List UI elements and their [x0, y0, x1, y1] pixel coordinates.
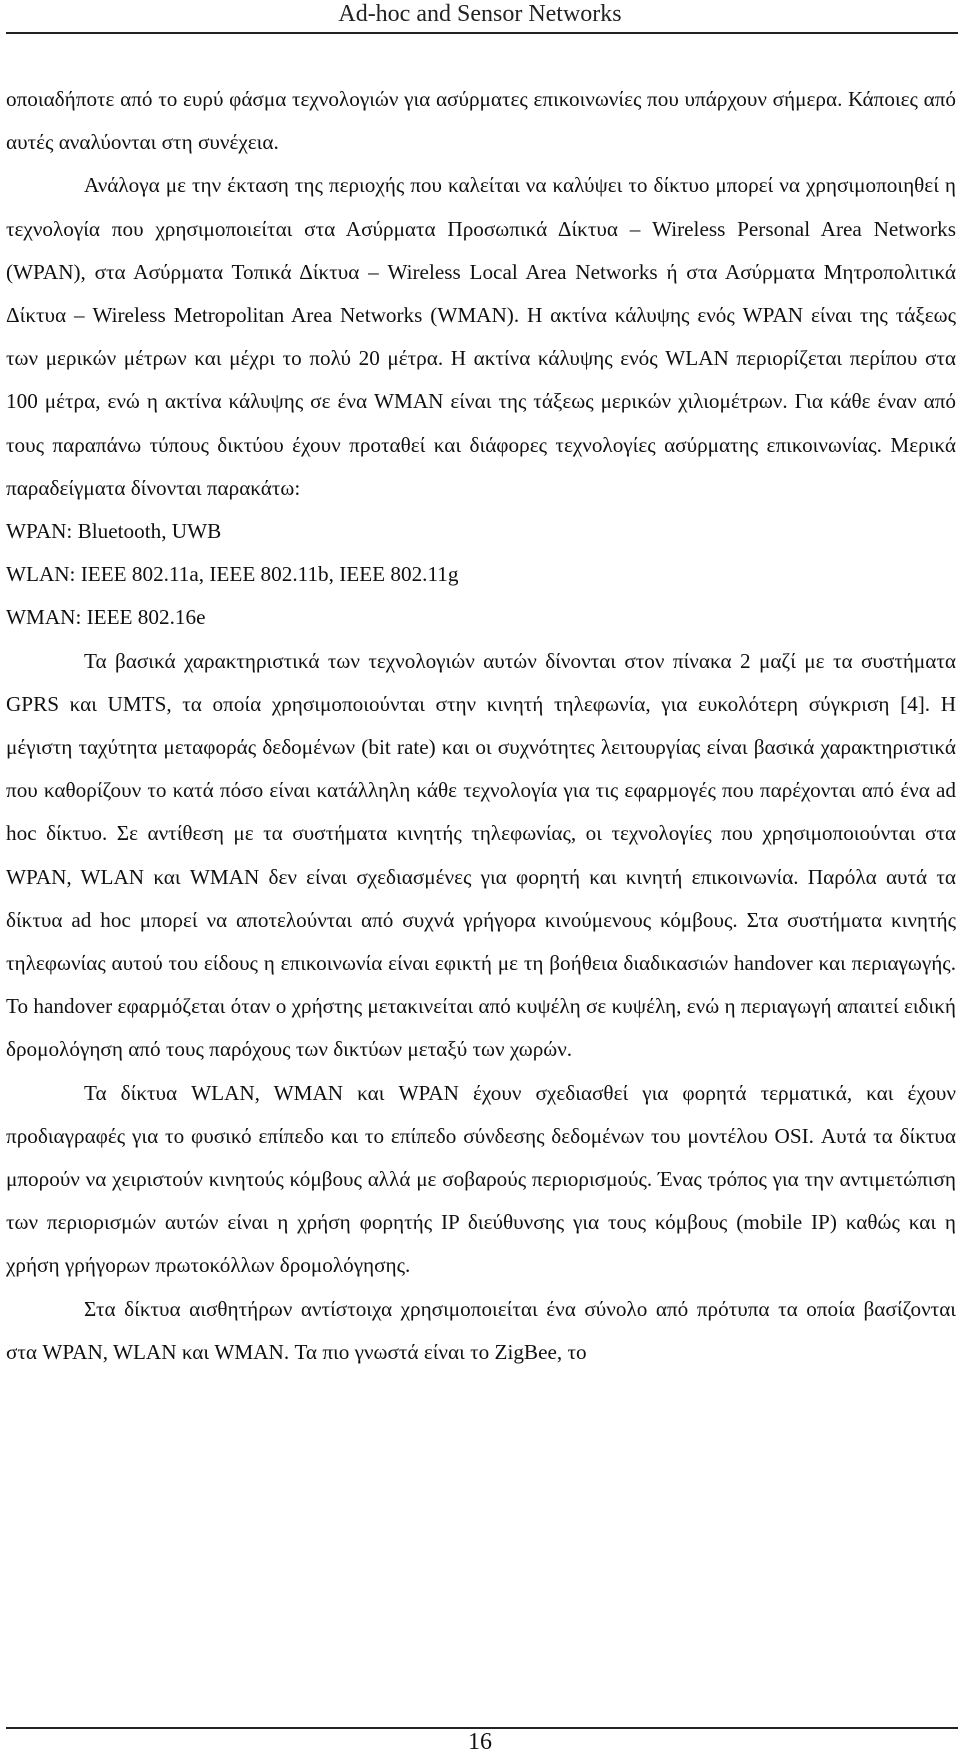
- paragraph-continuation: οποιαδήποτε από το ευρύ φάσμα τεχνολογιών για ασύρματες επικοινωνίες που υπάρχουν σήμερα. Κάποιες από αυτές αναλύονται στη συνέχεια.: [6, 87, 956, 155]
- running-header-title: Ad-hoc and Sensor Networks: [338, 1, 622, 27]
- list-item-wman: WMAN: IEEE 802.16e: [6, 605, 206, 630]
- paragraph-sensor-networks: Στα δίκτυα αισθητήρων αντίστοιχα χρησιμοποιείται ένα σύνολο από πρότυπα τα οποία βασίζονται στα WPAN, WLAN και WMAN. Τα πιο γνωστά είναι το ZigBee, το: [6, 1296, 956, 1364]
- document-body: [6, 78, 956, 1374]
- paragraph-characteristics: Τα βασικά χαρακτηριστικά των τεχνολογιών αυτών δίνονται στον πίνακα 2 μαζί με τα συστήματα GPRS και UMTS, τα οποία χρησιμοποιούνται στην κινητή τηλεφωνία, για ευκολότερη σύγκριση [4]. Η μέγιστη ταχύτητα μεταφοράς δεδομένων (bit rate) και οι συχνότητες λειτουργίας είναι βασικά χαρακτηριστικά που καθορίζουν το κατά πόσο είναι κατάλληλη κάθε τεχνολογία για τις εφαρμογές που παρέχονται από ένα ad hoc δίκτυο. Σε αντίθεση με τα συστήματα κινητής τηλεφωνίας, οι τεχνολογίες που χρησιμοποιούνται στα WPAN, WLAN και WMAN δεν είναι σχεδιασμένες για φορητή και κινητή επικοινωνία. Παρόλα αυτά τα δίκτυα ad hoc μπορεί να αποτελούνται από συχνά γρήγορα κινούμενους κόμβους. Στα συστήματα κινητής τηλεφωνίας αυτού του είδους η επικοινωνία είναι εφικτή με τη βοήθεια διαδικασιών handover και περιαγωγής. Το handover εφαρμόζεται όταν ο χρήστης μετακινείται από κυψέλη σε κυψέλη, ενώ η περιαγωγή απαιτεί ειδική δρομολόγηση από τους παρόχους των δικτύων μεταξύ των χωρών.: [6, 648, 956, 1062]
- list-item-wpan: WPAN: Bluetooth, UWB: [6, 519, 222, 544]
- paragraph-portable-terminals: Τα δίκτυα WLAN, WMAN και WPAN έχουν σχεδιασθεί για φορητά τερματικά, και έχουν προδιαγραφές για το φυσικό επίπεδο και το επίπεδο σύνδεσης δεδομένων του μοντέλου OSI. Αυτά τα δίκτυα μπορούν να χειριστούν κινητούς κόμβους αλλά με σοβαρούς περιορισμούς. Ένας τρόπος για την αντιμετώπιση των περιορισμών αυτών είναι η χρήση φορητής IP διεύθυνσης για τους κόμβους (mobile IP) καθώς και η χρήση γρήγορων πρωτοκόλλων δρομολόγησης.: [6, 1080, 956, 1278]
- page-number: 16: [468, 1729, 492, 1755]
- list-item-wlan: WLAN: IEEE 802.11a, IEEE 802.11b, IEEE 802.11g: [6, 562, 459, 587]
- paragraph-network-types: Ανάλογα με την έκταση της περιοχής που καλείται να καλύψει το δίκτυο μπορεί να χρησιμοποιηθεί η τεχνολογία που χρησιμοποιείται στα Ασύρματα Προσωπικά Δίκτυα – Wireless Personal Area Networks (WPAN), στα Ασύρματα Τοπικά Δίκτυα – Wireless Local Area Networks ή στα Ασύρματα Μητροπολιτικά Δίκτυα – Wireless Metropolitan Area Networks (WMAN). Η ακτίνα κάλυψης ενός WPAN είναι της τάξεως των μερικών μέτρων και μέχρι το πολύ 20 μέτρα. Η ακτίνα κάλυψης ενός WLAN περιορίζεται περίπου στα 100 μέτρα, ενώ η ακτίνα κάλυψης σε ένα WMAN είναι της τάξεως μερικών χιλιομέτρων. Για κάθε έναν από τους παραπάνω τύπους δικτύου έχουν προταθεί και διάφορες τεχνολογίες ασύρματης επικοινωνίας. Μερικά παραδείγματα δίνονται παρακάτω:: [6, 173, 956, 500]
- header-rule: [6, 32, 958, 34]
- page-header: [0, 0, 960, 34]
